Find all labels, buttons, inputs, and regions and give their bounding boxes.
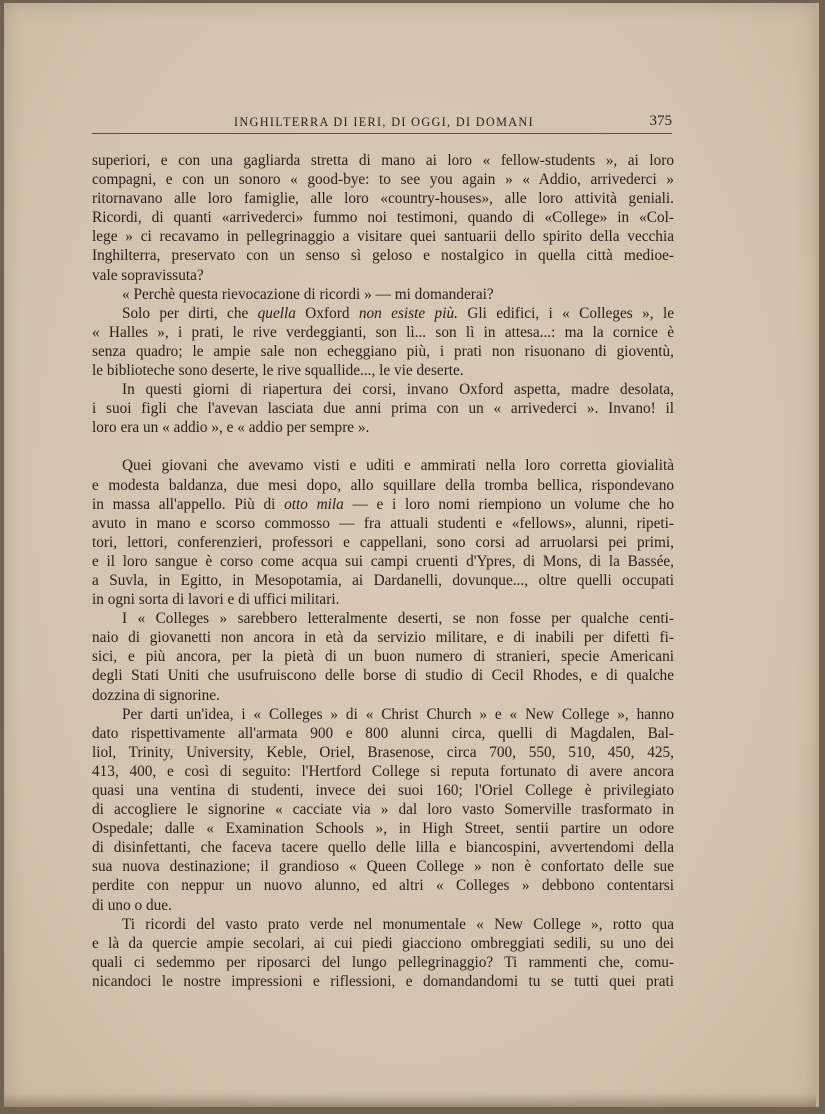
text-run: 413, 400, e così di seguito: l'Hertford College si reputa fortunato di avere ancora <box>92 762 674 780</box>
text-run: naio di giovanetti non ancora in età da servizio militare, e di inabili per difetti fi- <box>92 629 674 647</box>
text-run: Solo per dirti, che <box>122 304 258 322</box>
text-line <box>92 361 674 380</box>
text-line <box>92 724 674 743</box>
text-run: di uno o due. <box>92 896 172 914</box>
paragraph <box>92 304 674 380</box>
paragraph <box>92 705 674 915</box>
text-line <box>92 876 674 895</box>
text-line <box>92 972 674 991</box>
paragraph <box>92 151 674 285</box>
text-run: vale sopravissuta? <box>92 266 204 284</box>
paragraph <box>92 456 674 609</box>
text-line <box>92 857 674 876</box>
paragraph <box>92 609 674 704</box>
text-run: i suoi figli che l'avevan lasciata due anni prima con un « arrivederci ». Invano! il <box>92 400 674 418</box>
text-line <box>92 609 674 628</box>
text-run: sici, e più ancora, per la pietà di un buon numero di stranieri, specie Americani <box>92 648 674 666</box>
text-line <box>92 151 674 170</box>
text-run: I « Colleges » sarebbero letteralmente deserti, se non fosse per qualche centi- <box>122 610 674 628</box>
paragraph <box>92 285 674 304</box>
text-run: Gli edifici, i « Colleges », le <box>457 304 674 322</box>
text-run: nicandoci le nostre impressioni e riflessioni, e domandandomi tu se tutti quei prati <box>92 972 674 990</box>
text-run: perdite con neppur un nuovo alunno, ed altri « Colleges » debbono contentarsi <box>92 877 674 895</box>
text-run: le biblioteche sono deserte, le rive squallide..., le vie deserte. <box>92 362 464 380</box>
text-line <box>92 800 674 819</box>
text-run: lege » ci recavamo in pellegrinaggio a visitare quei santuarii dello spirito della vecchia <box>92 228 674 246</box>
text-run: in massa all'appello. Più di <box>92 495 285 513</box>
text-line <box>92 666 674 685</box>
text-run: loro era un « addio », e « addio per sempre ». <box>92 419 370 437</box>
text-run: Per darti un'idea, i « Colleges » di « Christ Church » e « New College », hanno <box>122 705 674 723</box>
text-run: Inghilterra, preservato con un senso sì geloso e nostalgico in quella città medioe- <box>92 247 674 265</box>
book-page <box>4 3 819 1107</box>
text-run: degli Stati Uniti che usufruiscono delle borse di studio di Cecil Rhodes, e di qualche <box>92 667 674 685</box>
text-line <box>92 571 674 590</box>
text-line <box>92 514 674 533</box>
italic-text: otto mila <box>284 495 344 513</box>
text-run: e il loro sangue è corso come acqua sui campi cruenti d'Ypres, di Mons, di la Bassée, <box>92 552 674 570</box>
text-line <box>92 399 674 418</box>
text-line <box>92 208 674 227</box>
text-line <box>92 456 674 475</box>
text-run: dozzina di signorine. <box>92 686 220 704</box>
text-run: sua nuova destinazione; il grandioso « Queen College » non è confortato delle sue <box>92 858 674 876</box>
text-line <box>92 380 674 399</box>
text-line <box>92 915 674 934</box>
text-line <box>92 246 674 265</box>
text-line <box>92 628 674 647</box>
text-run: compagni, e con un sonoro « good-bye: to see you again » « Addio, arrivederci » <box>92 171 674 189</box>
text-line <box>92 896 674 915</box>
text-run: quali ci sedemmo per riposarci del lungo pellegrinaggio? Ti rammenti che, comu- <box>92 953 674 971</box>
text-run: avuto in mano e scorso commosso — fra attuali studenti e «fellows», alunni, ripeti- <box>92 514 674 532</box>
text-line <box>92 953 674 972</box>
text-line <box>92 189 674 208</box>
text-run: tori, lettori, conferenzieri, professori e cappellani, sono corsi ad arruolarsi pei primi, <box>92 533 674 551</box>
text-run: liol, Trinity, University, Keble, Oriel, Brasenose, circa 700, 550, 510, 450, 425, <box>92 743 674 761</box>
body-text <box>92 151 674 991</box>
text-line <box>92 838 674 857</box>
text-line <box>92 170 674 189</box>
text-line <box>92 285 674 304</box>
running-title: INGHILTERRA DI IERI, DI OGGI, DI DOMANI <box>234 115 534 129</box>
italic-text: non esiste più. <box>358 304 458 322</box>
text-run: di disinfettanti, che faceva tacere quello delle lilla e biancospini, avvertendomi della <box>92 839 674 857</box>
page-number: 375 <box>649 113 672 129</box>
text-line <box>92 342 674 361</box>
text-line <box>92 743 674 762</box>
text-run: quasi una ventina di studenti, invece dei suoi 160; l'Oriel College è privilegiato <box>92 782 674 799</box>
running-header <box>92 107 672 134</box>
text-run: superiori, e con una gagliarda stretta di mano ai loro « fellow-students », ai loro <box>92 152 674 169</box>
text-line <box>92 762 674 781</box>
text-run: di accogliere le signorine « cacciate via » dal loro vasto Somerville trasformato in <box>92 801 674 819</box>
text-line <box>92 934 674 953</box>
text-run: Ospedale; dalle « Examination Schools », in High Street, sentii partire un odore <box>92 820 674 838</box>
text-line <box>92 590 674 609</box>
text-line <box>92 304 674 323</box>
text-line <box>92 323 674 342</box>
text-run: senza quadro; le ampie sale non echeggiano più, i prati non risuonano di gioventù, <box>92 342 674 360</box>
text-line <box>92 705 674 724</box>
text-line <box>92 552 674 571</box>
paragraph <box>92 380 674 437</box>
italic-text: quella <box>257 304 296 322</box>
text-line <box>92 781 674 800</box>
text-run: Ricordi, di quanti «arrivederci» fummo noi testimoni, quando di «College» in «Col- <box>92 209 674 227</box>
text-line <box>92 495 674 514</box>
text-line <box>92 819 674 838</box>
text-run: Ti ricordi del vasto prato verde nel monumentale « New College », rotto qua <box>122 915 674 933</box>
section-gap <box>92 437 674 456</box>
paragraph <box>92 915 674 991</box>
text-run: a Suvla, in Egitto, in Mesopotamia, ai Dardanelli, dovunque..., oltre quelli occupati <box>92 571 674 589</box>
text-run: Quei giovani che avevamo visti e uditi e ammirati nella loro corretta giovialità <box>122 457 674 475</box>
text-run: in ogni sorta di lavori e di uffici militari. <box>92 591 340 609</box>
text-run: dato rispettivamente all'armata 900 e 800 alunni circa, quelli di Magdalen, Bal- <box>92 724 674 742</box>
text-run: — e i loro nomi riempiono un volume che ho <box>343 495 674 513</box>
text-run: e là da quercie ampie secolari, ai cui piedi giacciono ombreggiati sedili, su uno dei <box>92 934 674 952</box>
text-line <box>92 686 674 705</box>
text-run: « Perchè questa rievocazione di ricordi » — mi domanderai? <box>122 285 494 303</box>
text-line <box>92 533 674 552</box>
text-line <box>92 227 674 246</box>
text-line <box>92 647 674 666</box>
text-line <box>92 266 674 285</box>
text-run: Oxford <box>295 304 359 322</box>
text-run: e modesta baldanza, due mesi dopo, allo squillare della tromba bellica, rispondevano <box>92 476 674 494</box>
text-run: « Halles », i prati, le rive verdeggianti, son lì... son lì in attesa...: ma la cornice è <box>92 323 674 341</box>
text-run: In questi giorni di riapertura dei corsi, invano Oxford aspetta, madre desolata, <box>122 381 674 399</box>
text-run: ritornavano alle loro famiglie, alle loro «country-houses», alle loro attività geniali. <box>92 190 674 208</box>
text-line <box>92 418 674 437</box>
text-line <box>92 476 674 495</box>
